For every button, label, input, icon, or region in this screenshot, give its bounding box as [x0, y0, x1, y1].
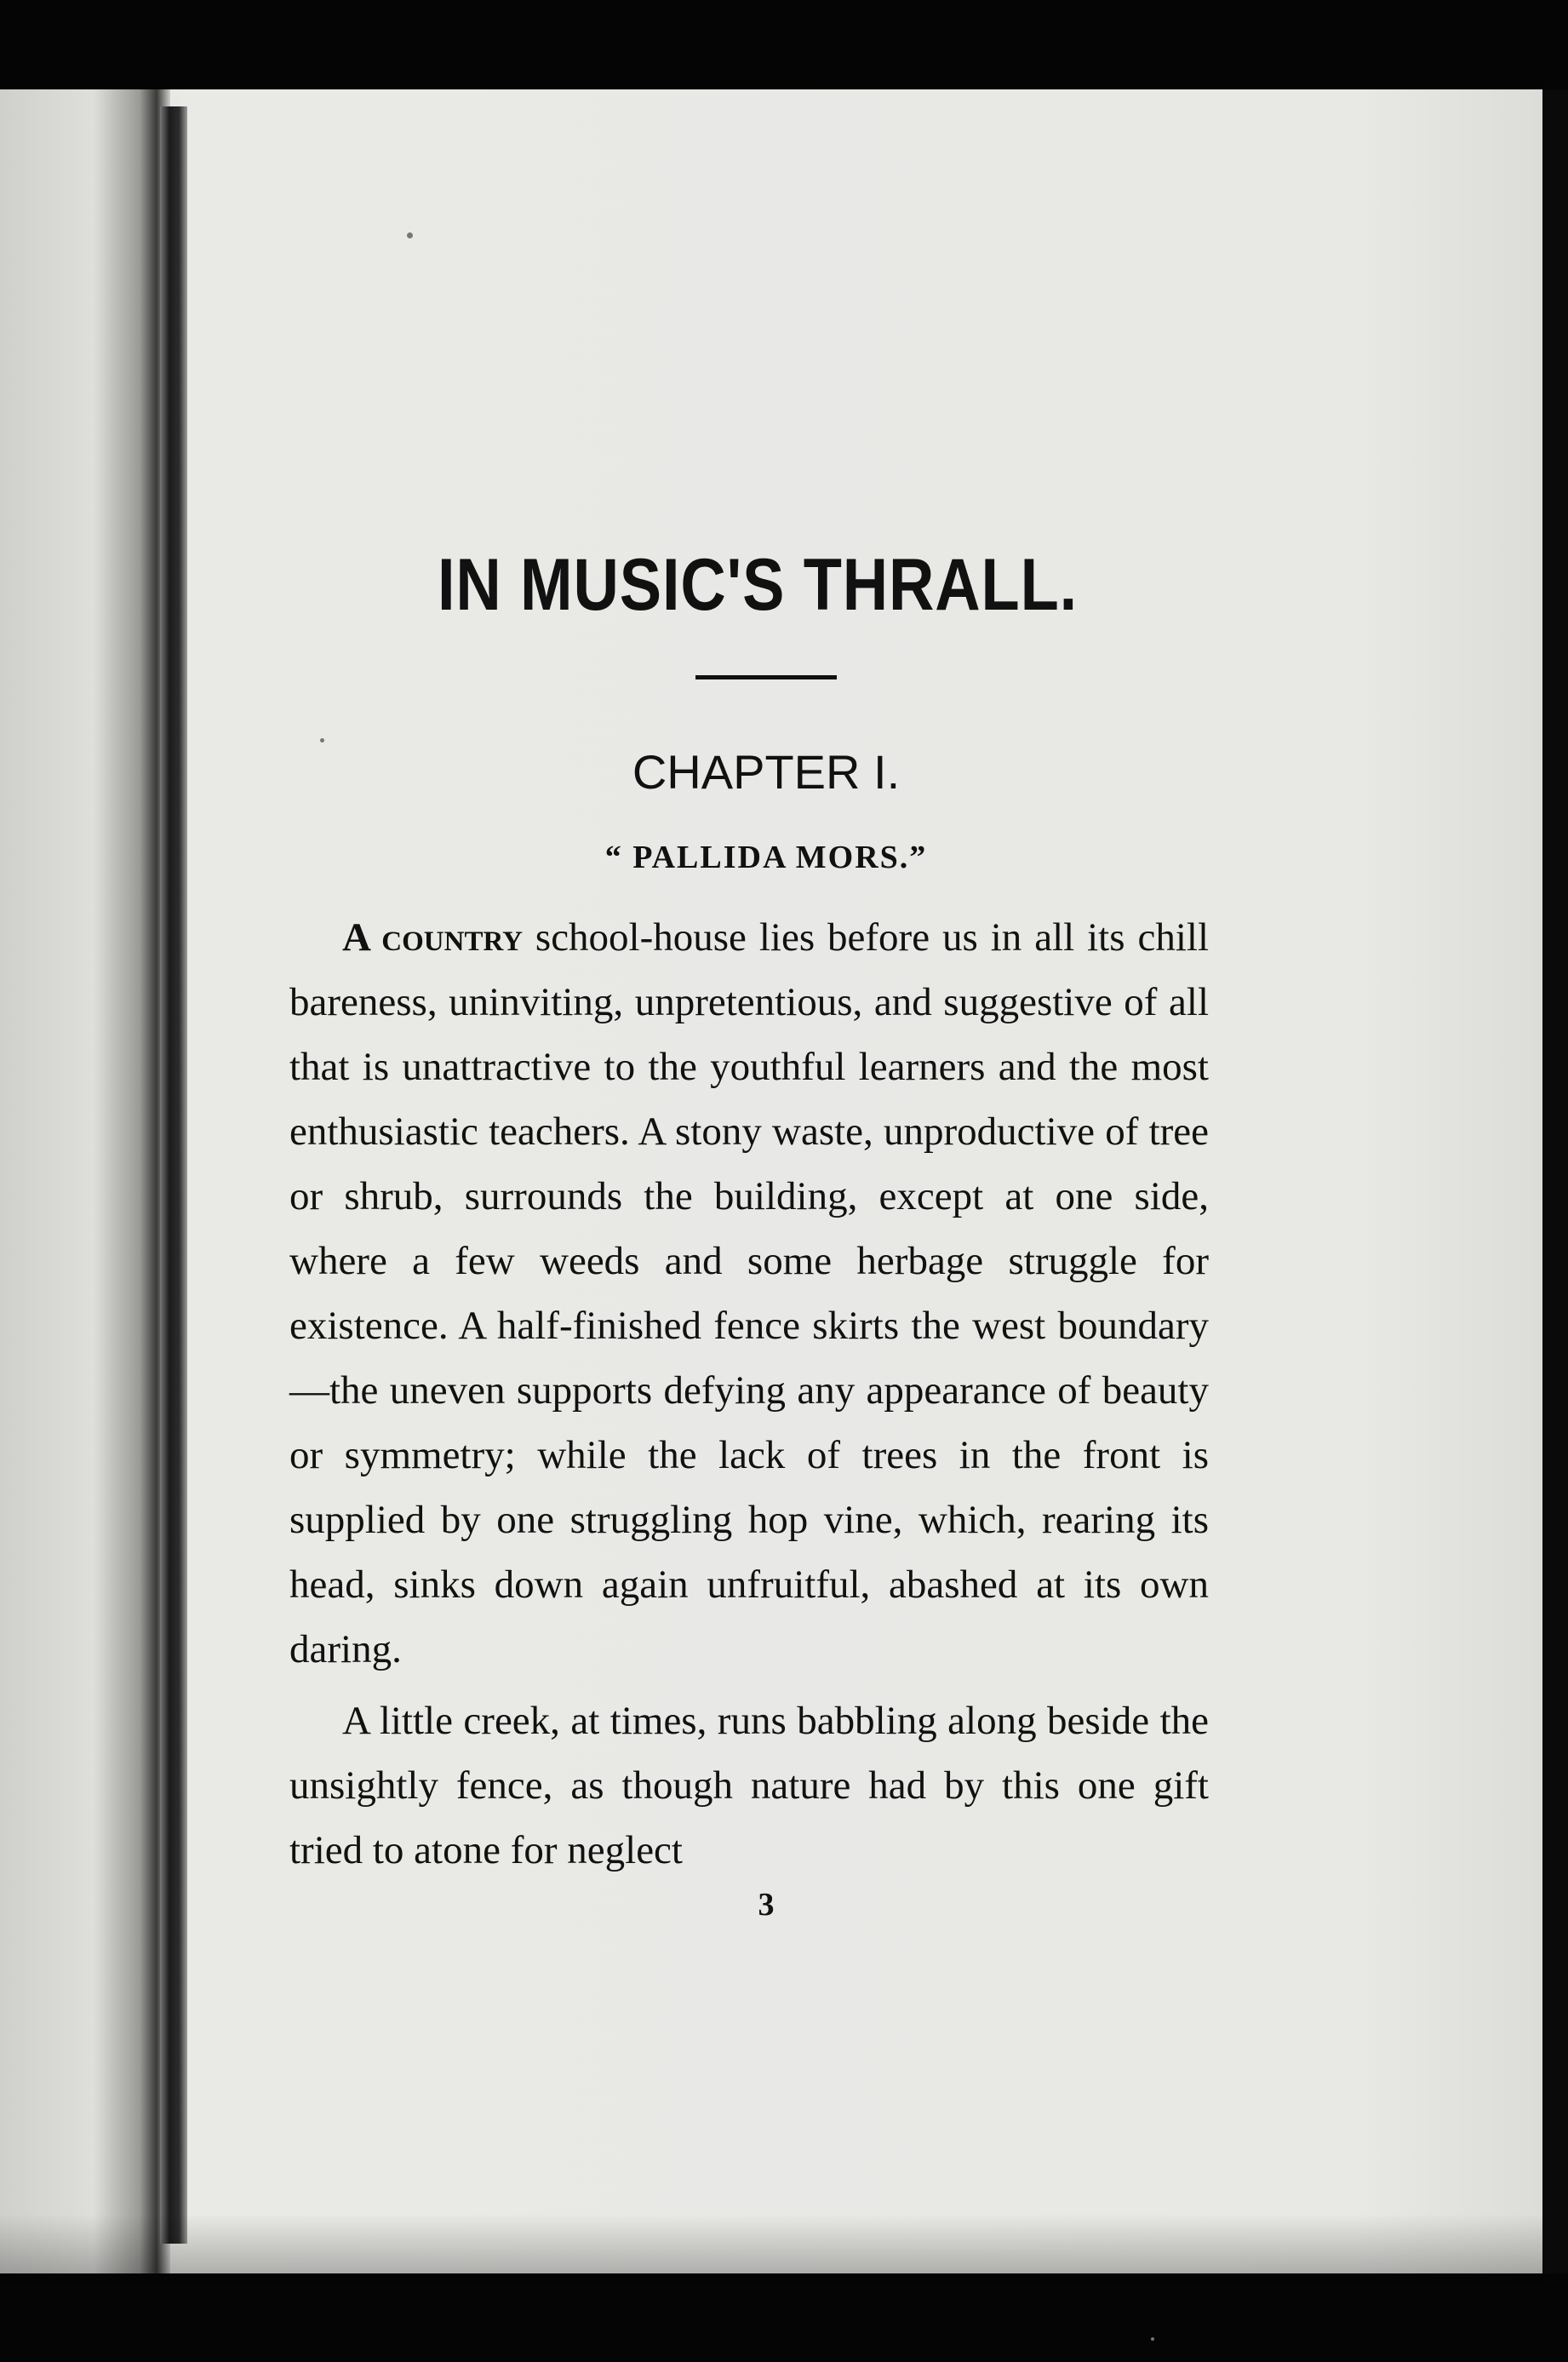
chapter-heading: CHAPTER I.: [632, 744, 901, 799]
book-page: [0, 89, 1542, 2273]
title-rule: [695, 675, 837, 679]
binding-spine: [160, 106, 187, 2244]
page-gutter: [0, 89, 170, 2273]
dust-speck: [407, 232, 413, 238]
paragraph-2: A little creek, at times, runs babbling along beside the unsightly fence, as though nature had by this one gift tried to atone for neglect: [289, 1699, 1209, 1873]
paragraph-lead: A country: [342, 915, 523, 960]
chapter-subtitle: “ PALLIDA MORS.”: [604, 840, 928, 876]
scan-border: [1542, 89, 1568, 2273]
paragraph-1-text: school-house lies before us in all its chill bareness, uninviting, unpretentious, and suggestive of all that is unattractive to the youthful learners and the most enthusiastic teachers. A stony waste, unproductive of tree or shrub, surrounds the building, except at one side, where a few weeds and some herbage struggle for existence. A half-finished fence skirts the west boundary—the uneven supports defying any appearance of beauty or symmetry; while the lack of trees in the front is supplied by one struggling hop vine, which, rearing its head, sinks down again unfruitful, abashed at its own daring.: [289, 915, 1209, 1672]
page-shadow: [0, 2214, 1542, 2273]
page-number: 3: [758, 1887, 775, 1923]
page-content: [289, 545, 1209, 1923]
dust-speck: [1151, 2337, 1154, 2341]
paragraph-1: [289, 905, 1209, 1682]
book-title: IN MUSIC'S THRALL.: [437, 544, 1079, 626]
